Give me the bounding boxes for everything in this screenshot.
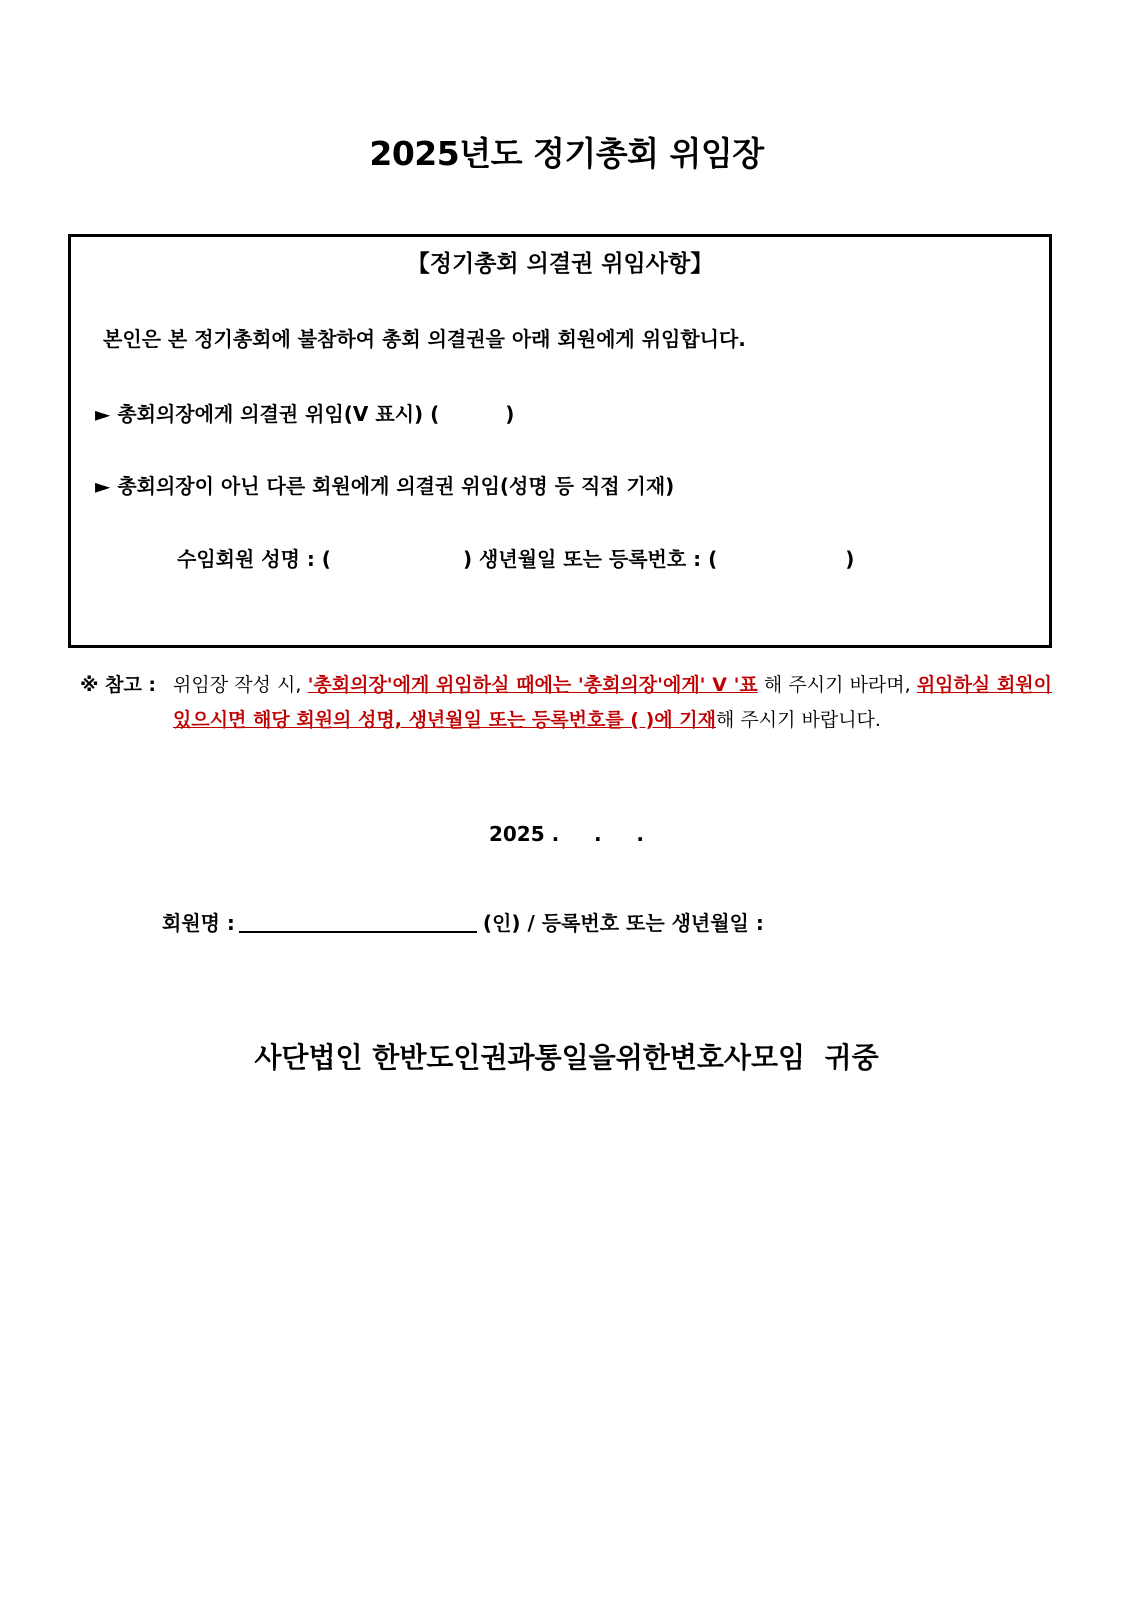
note-text-1: 위임장 작성 시,: [173, 674, 308, 696]
recipient-line: 사단법인 한반도인권과통일을위한변호사모임 귀중: [254, 1041, 879, 1074]
delegation-statement: 본인은 본 정기총회에 불참하여 총회 의결권을 아래 회원에게 위임합니다.: [103, 327, 746, 351]
note-text-3: 해 주시기 바랍니다.: [715, 709, 881, 731]
note-head: ※ 참고 :: [80, 674, 157, 696]
note-body: [173, 668, 1052, 738]
note-highlight-2: 위임하실 회원이 있으시면 해당 회원의 성명, 생년월일 또는 등록번호를 ( )에 기재: [173, 674, 1053, 731]
option-other-member: ► 총회의장이 아닌 다른 회원에게 의결권 위임(성명 등 직접 기재): [95, 474, 675, 498]
option-chair: [95, 398, 514, 427]
member-name-label: 회원명 :: [162, 911, 235, 935]
note-highlight-1: '총회의장'에게 위임하실 때에는 '총회의장'에게' V '표: [307, 674, 758, 696]
option-chair-close: ): [505, 402, 515, 426]
member-row: [162, 907, 764, 936]
proxy-close: ): [845, 547, 855, 571]
proxy-id-label: ) 생년월일 또는 등록번호 : (: [462, 547, 718, 571]
document-title: 2025년도 정기총회 위임장: [369, 134, 764, 173]
delegation-box: [68, 234, 1052, 648]
proxy-info-row: [177, 543, 854, 572]
proxy-name-label: 수임회원 성명 : (: [177, 547, 331, 571]
note-text-2: 해 주시기 바라며,: [757, 674, 917, 696]
date-line: 2025 . . .: [488, 822, 645, 846]
reference-note: [80, 668, 1052, 738]
member-name-field[interactable]: [239, 911, 477, 933]
option-chair-label: ► 총회의장에게 의결권 위임(V 표시) (: [95, 402, 440, 426]
member-seal-id-label: (인) / 등록번호 또는 생년월일 :: [482, 911, 764, 935]
delegation-heading: 【정기총회 의결권 위임사항】: [406, 251, 714, 277]
